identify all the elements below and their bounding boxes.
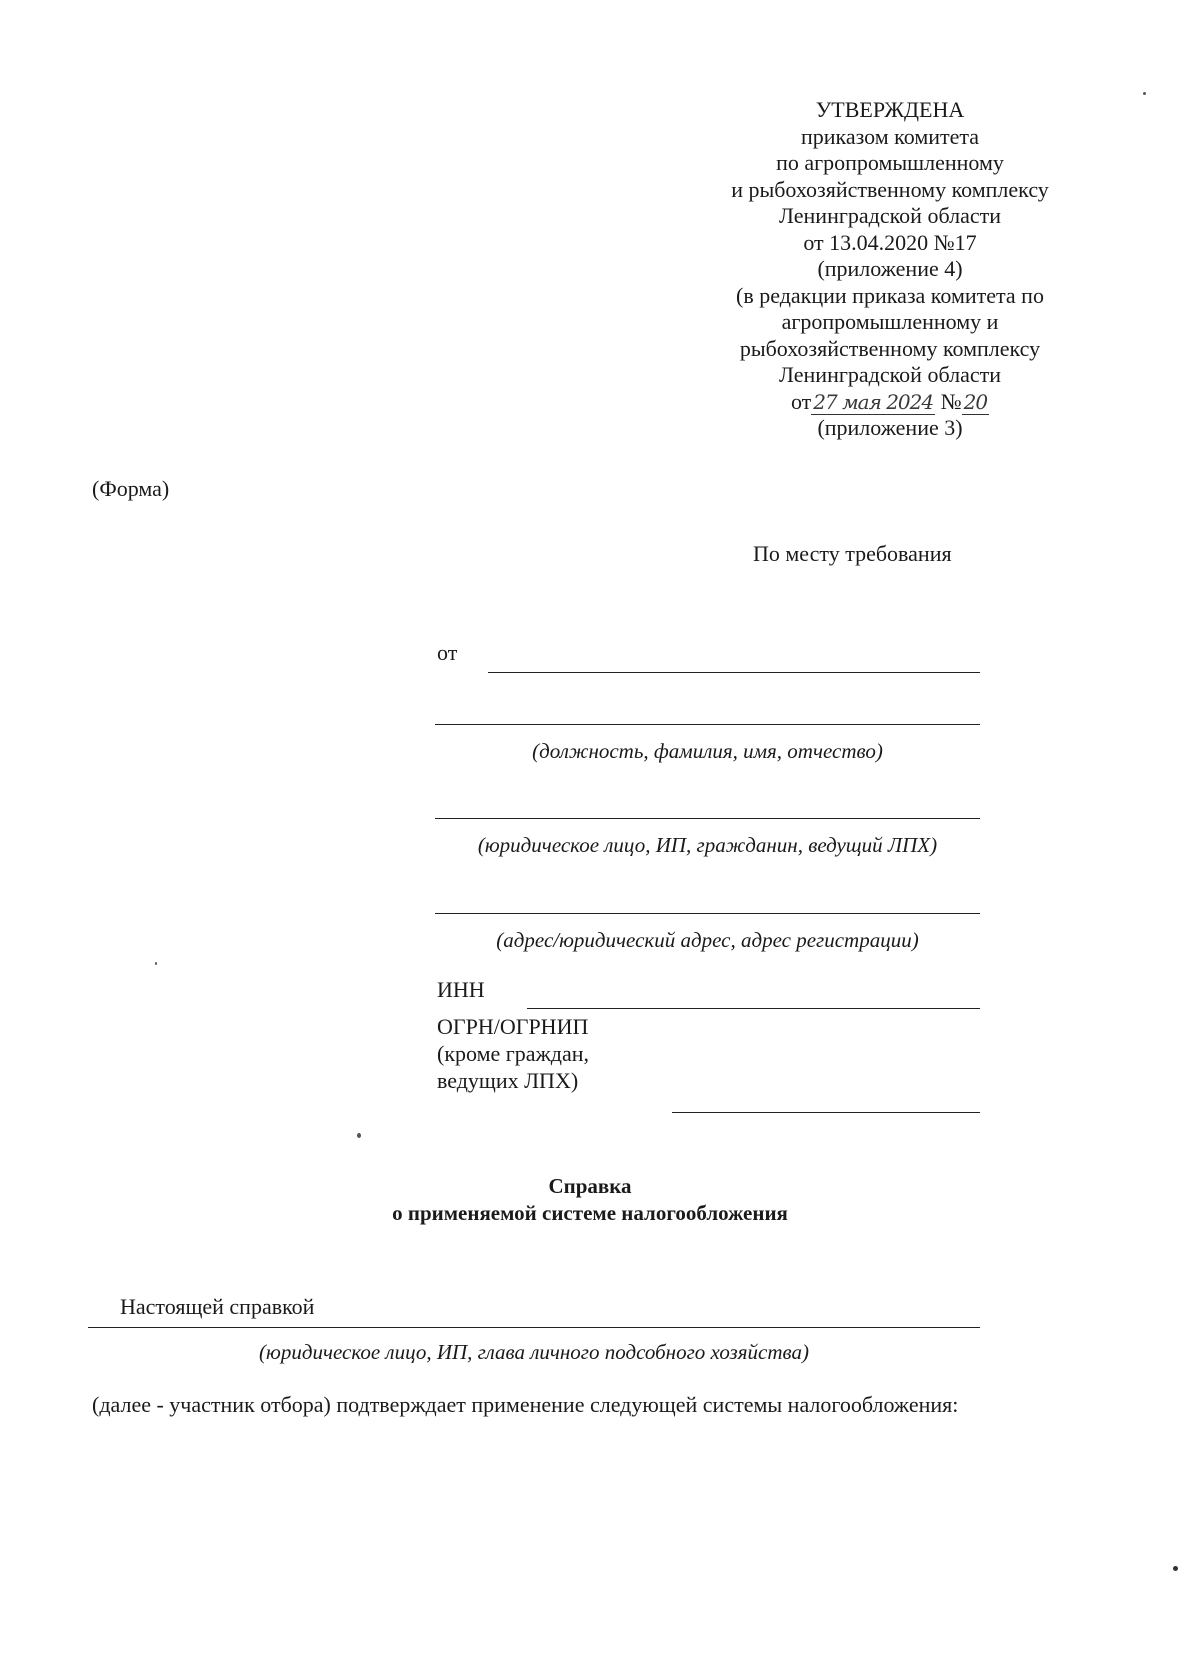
number-prefix: № bbox=[940, 388, 962, 414]
scan-speck bbox=[357, 1133, 361, 1138]
approval-line: приказом комитета bbox=[800, 123, 980, 149]
inn-field-line[interactable] bbox=[527, 1008, 980, 1009]
ogrn-field-line[interactable] bbox=[672, 1112, 980, 1113]
handwritten-number: 20 bbox=[963, 389, 988, 414]
date-prefix: от bbox=[790, 388, 812, 414]
approval-line: УТВЕРЖДЕНА bbox=[815, 97, 965, 122]
ogrn-label-line: ОГРН/ОГРНИП bbox=[437, 1014, 589, 1039]
document-title: Справка bbox=[548, 1174, 632, 1198]
destination-text: По месту требования bbox=[753, 541, 952, 566]
intro-field-line[interactable] bbox=[88, 1327, 980, 1328]
from-field-line[interactable] bbox=[488, 672, 980, 673]
approval-line: Ленинградской области bbox=[779, 203, 1001, 228]
scan-speck bbox=[1173, 1566, 1178, 1571]
approval-line: по агропромышленному bbox=[776, 150, 1004, 175]
approval-line: (приложение 3) bbox=[817, 415, 963, 440]
form-mark: (Форма) bbox=[92, 476, 170, 501]
intro-label: Настоящей справкой bbox=[120, 1294, 315, 1319]
amendment-date-line bbox=[700, 389, 1080, 416]
scan-speck bbox=[155, 962, 157, 965]
approval-block bbox=[700, 97, 1080, 442]
scan-speck bbox=[1143, 92, 1146, 95]
address-field-line[interactable] bbox=[435, 913, 980, 914]
approval-line: (приложение 4) bbox=[817, 256, 963, 281]
position-field-line[interactable] bbox=[435, 724, 980, 725]
approval-line: агропромышленному и bbox=[781, 309, 999, 334]
approval-line: рыбохозяйственному комплексу bbox=[739, 335, 1041, 361]
inn-label: ИНН bbox=[437, 977, 485, 1002]
approval-line: Ленинградской области bbox=[779, 362, 1001, 387]
entity-hint: (юридическое лицо, ИП, гражданин, ведущий ЛПХ) bbox=[477, 833, 938, 857]
position-hint: (должность, фамилия, имя, отчество) bbox=[532, 739, 883, 763]
handwritten-date: 27 мая 2024 bbox=[813, 389, 934, 414]
approval-line: (в редакции приказа комитета по bbox=[736, 282, 1044, 308]
document-subtitle: о применяемой системе налогообложения bbox=[392, 1201, 788, 1225]
approval-line: от 13.04.2020 №17 bbox=[803, 229, 977, 255]
intro-hint: (юридическое лицо, ИП, глава личного подсобного хозяйства) bbox=[259, 1340, 809, 1364]
approval-line: и рыбохозяйственному комплексу bbox=[731, 176, 1049, 202]
from-label: от bbox=[437, 640, 458, 665]
address-hint: (адрес/юридический адрес, адрес регистрации) bbox=[496, 928, 919, 952]
ogrn-label-line: (кроме граждан, bbox=[437, 1041, 590, 1066]
entity-field-line[interactable] bbox=[435, 818, 980, 819]
body-paragraph: (далее - участник отбора) подтверждает применение следующей системы налогообложения: bbox=[92, 1392, 959, 1417]
ogrn-label bbox=[437, 1013, 589, 1094]
ogrn-label-line: ведущих ЛПХ) bbox=[437, 1068, 579, 1093]
